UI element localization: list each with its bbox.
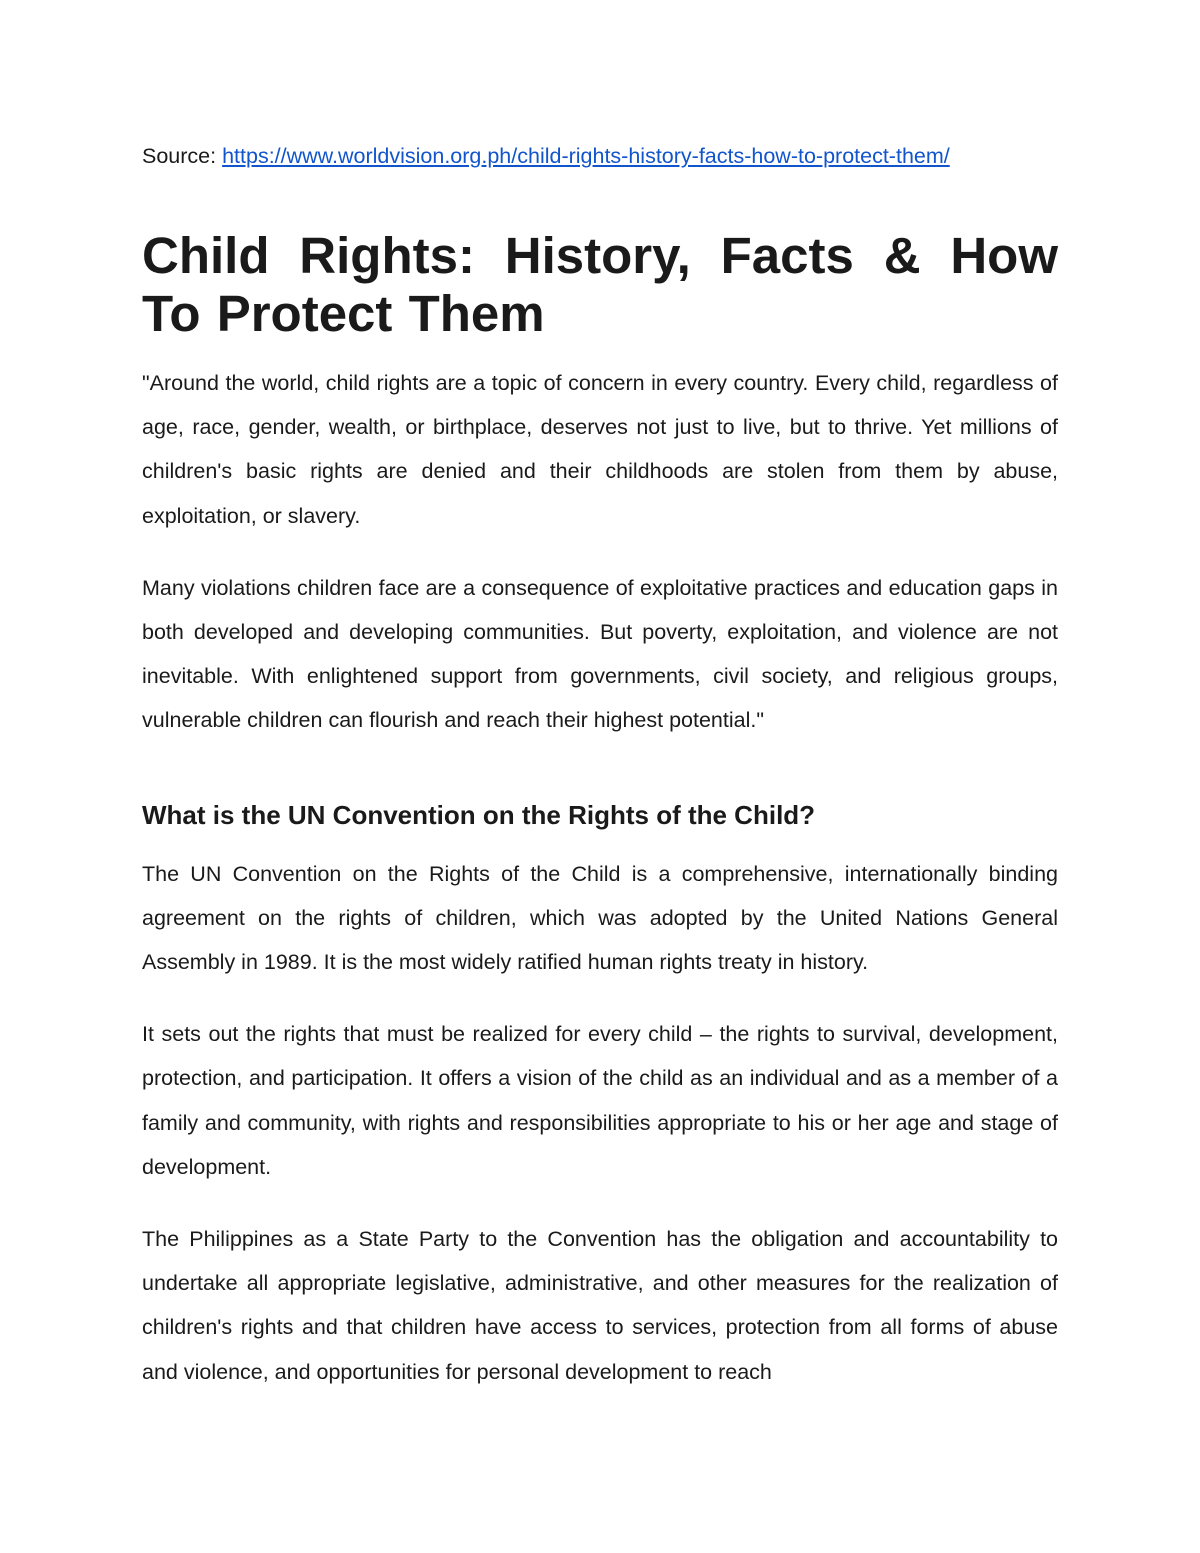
section-heading: What is the UN Convention on the Rights of the Child? — [142, 799, 816, 830]
document-page — [142, 138, 1058, 1394]
source-label: Source: — [142, 144, 223, 168]
source-link[interactable]: https://www.worldvision.org.ph/child-rights-history-facts-how-to-protect-them/ — [222, 144, 950, 168]
section-paragraph-2: It sets out the rights that must be realized for every child – the rights to survival, development, protection, and participation. It offers a vision of the child as an individual and as a member of a family and community, with rights and responsibilities appropriate to his or her age and stage of development. — [142, 1022, 1058, 1179]
section-paragraph-1: The UN Convention on the Rights of the Child is a comprehensive, internationally binding agreement on the rights of children, which was adopted by the United Nations General Assembly in 1989. It is the most widely ratified human rights treaty in history. — [142, 861, 1058, 975]
intro-paragraph-1: "Around the world, child rights are a topic of concern in every country. Every child, regardless of age, race, gender, wealth, or birthplace, deserves not just to live, but to thrive. Yet millions of children's basic rights are denied and their childhoods are stolen from them by abuse, exploitation, or slavery. — [142, 371, 1058, 528]
intro-paragraph-2: Many violations children face are a consequence of exploitative practices and education gaps in both developed and developing communities. But poverty, exploitation, and violence are not inevitable. With enlightened support from governments, civil society, and religious groups, vulnerable children can flourish and reach their highest potential." — [142, 575, 1058, 733]
section-paragraph-3: The Philippines as a State Party to the Convention has the obligation and accountability to undertake all appropriate legislative, administrative, and other measures for the realization of children's rights and that children have access to services, protection from all forms of abuse and violence, and opportunities for personal development to reach — [142, 1227, 1058, 1384]
source-line — [142, 138, 1058, 174]
document-title: Child Rights: History, Facts & How To Protect Them — [142, 227, 1058, 342]
